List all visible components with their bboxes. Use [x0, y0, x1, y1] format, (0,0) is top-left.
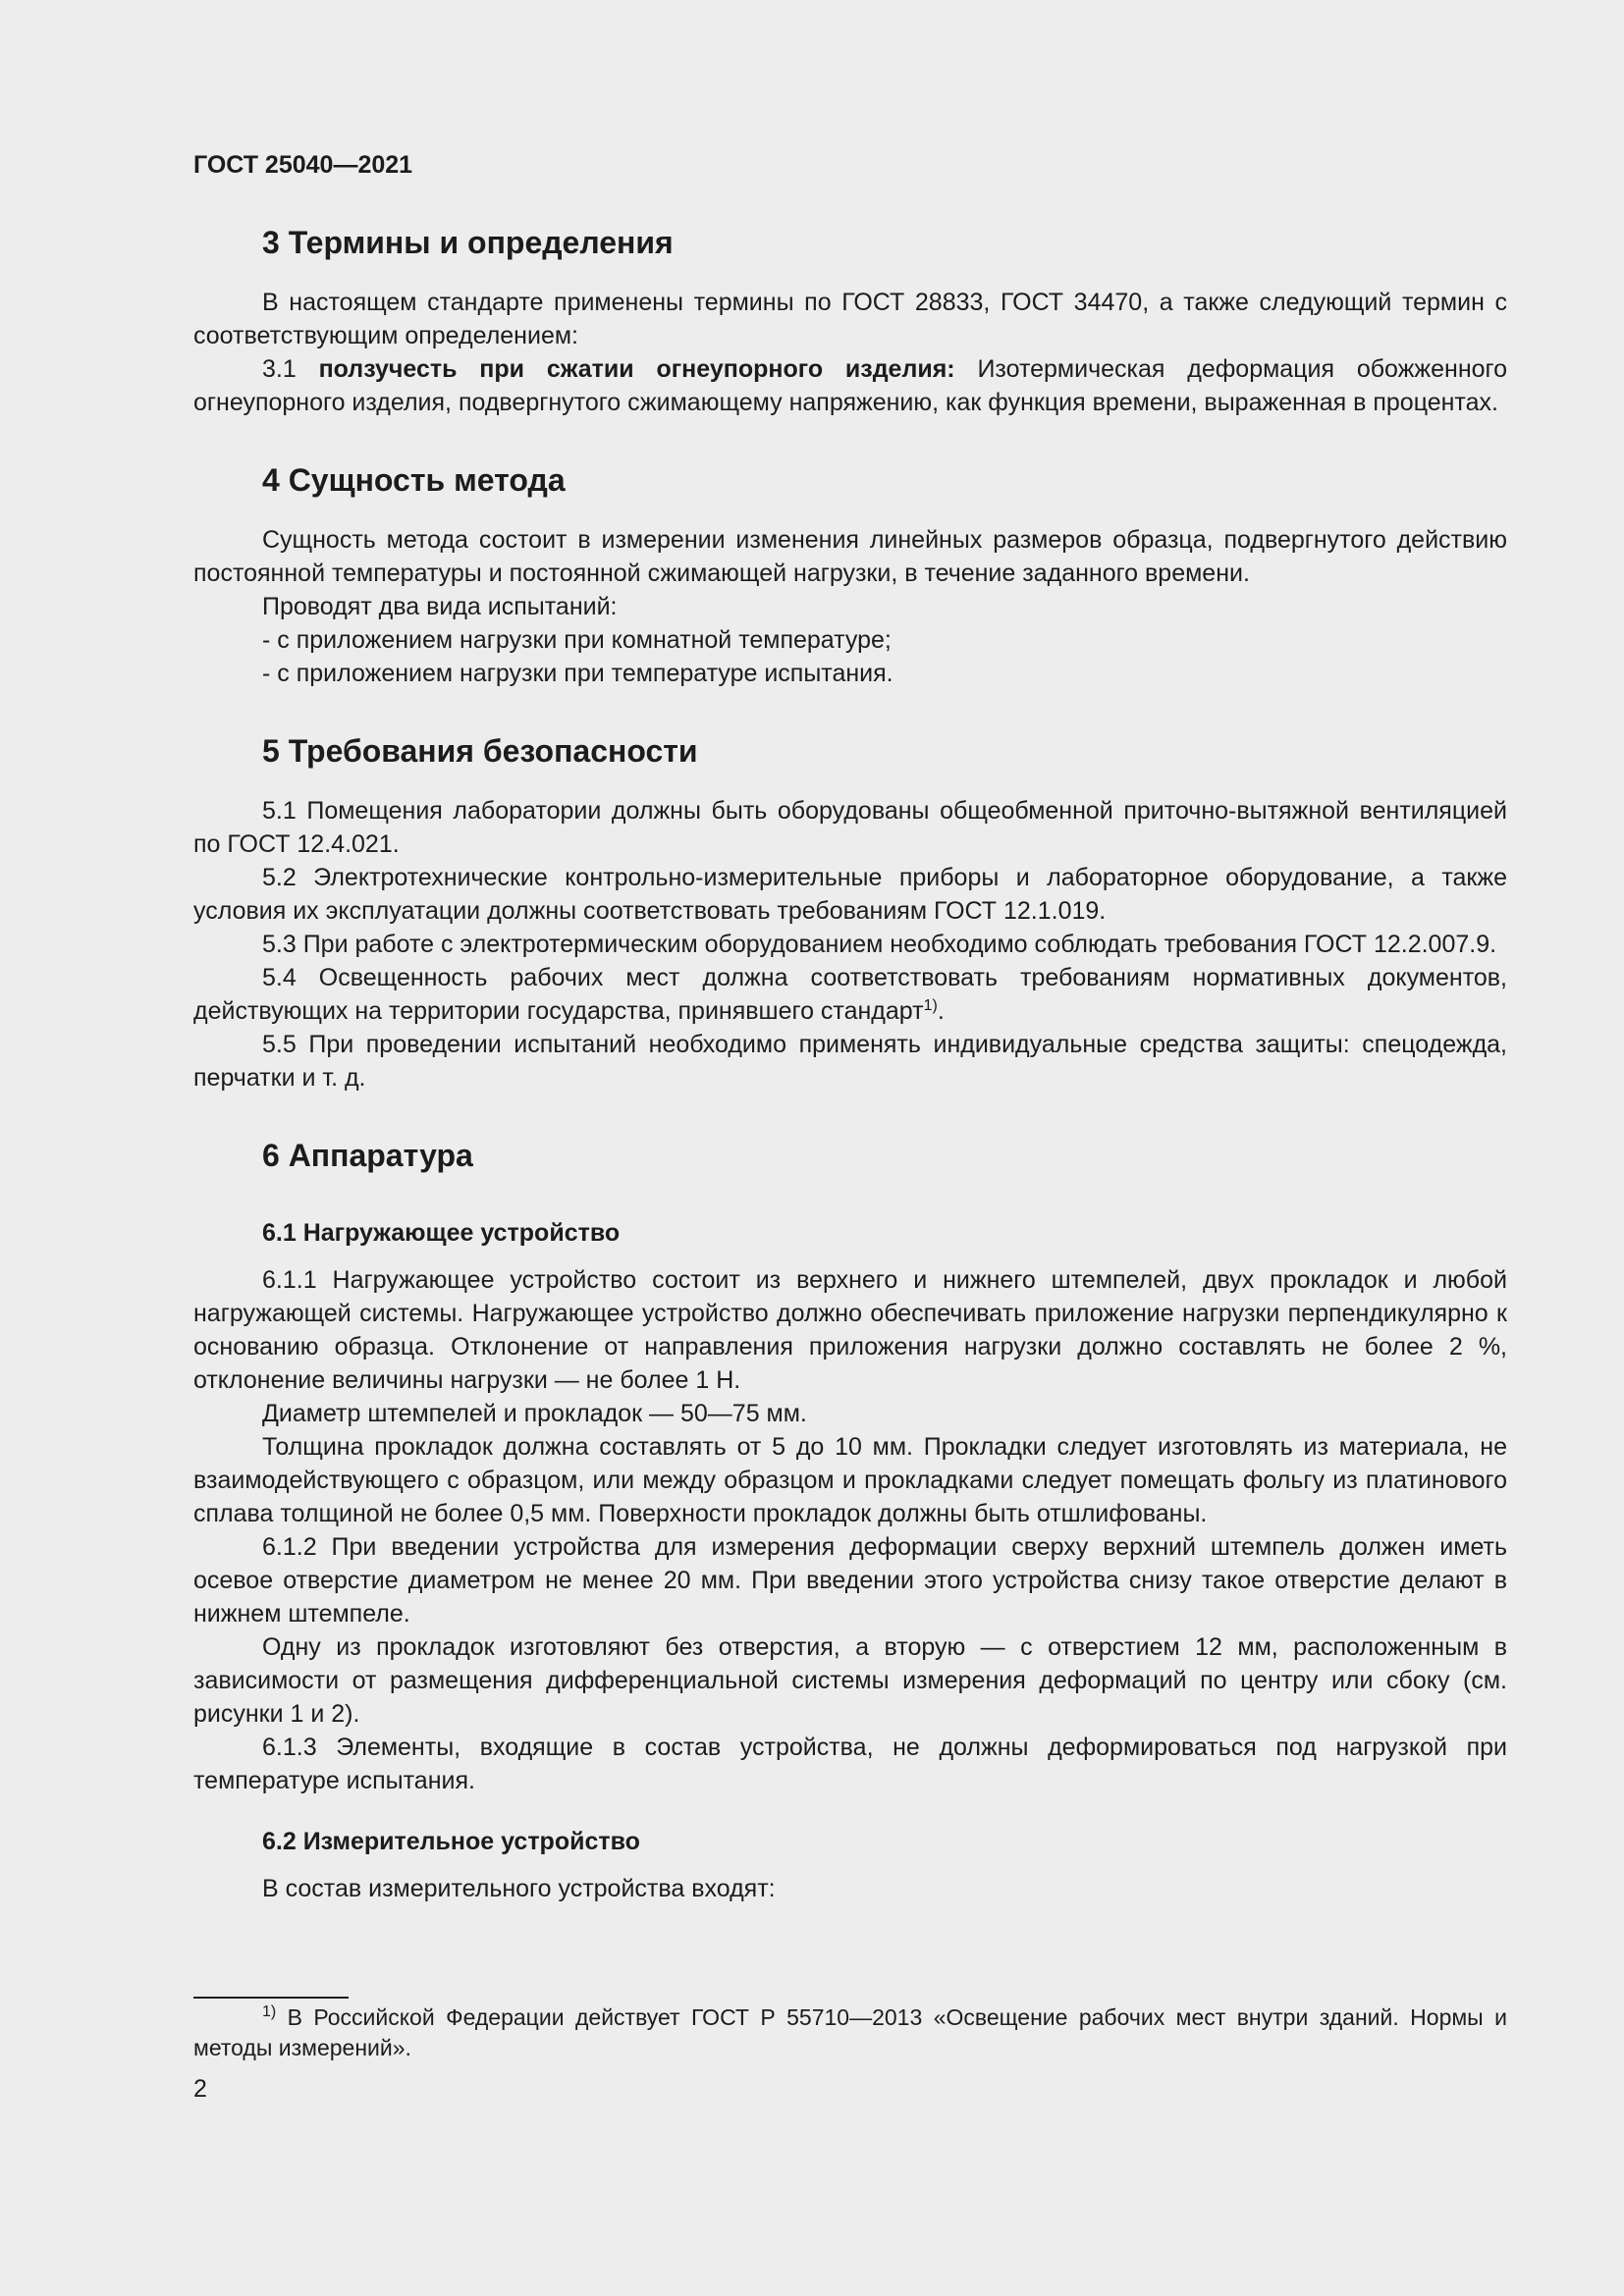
section-3-title: 3 Термины и определения: [262, 225, 674, 260]
section-6-title: 6 Аппаратура: [262, 1138, 473, 1173]
section-4-title: 4 Сущность метода: [262, 462, 566, 498]
list-item: - с приложением нагрузки при температуре испытания.: [262, 660, 893, 687]
subsection-6-2-title: 6.2 Измерительное устройство: [262, 1828, 640, 1855]
page-number: 2: [193, 2075, 207, 2103]
term-definition: Изотермическая деформация обожженного огнеупорного изделия, подвергнутого сжимающему напряжению, как функция времени, выраженная в процентах.: [193, 355, 1508, 416]
section-4-paragraph-2: Проводят два вида испытаний:: [262, 593, 618, 620]
term-name: ползучесть при сжатии огнеупорного изделия:: [318, 355, 955, 383]
page-content: [193, 223, 1507, 1905]
term-number: 3.1: [262, 355, 319, 383]
clause-5-5: 5.5 При проведении испытаний необходимо применять индивидуальные средства защиты: спецодежда, перчатки и т. д.: [193, 1031, 1507, 1092]
document-code-header: ГОСТ 25040—2021: [193, 151, 413, 179]
clause-5-1: 5.1 Помещения лаборатории должны быть оборудованы общеобменной приточно-вытяжной вентиляцией по ГОСТ 12.4.021.: [193, 797, 1507, 858]
clause-6-2-intro: В состав измерительного устройства входят:: [262, 1875, 776, 1902]
list-item: - с приложением нагрузки при комнатной температуре;: [262, 626, 892, 654]
section-4-paragraph-1: Сущность метода состоит в измерении изменения линейных размеров образца, подвергнутого действию постоянной температуры и постоянной сжимающей нагрузки, в течение заданного времени.: [193, 526, 1507, 587]
clause-5-4: [193, 961, 1507, 1028]
footnote-body: В Российской Федерации действует ГОСТ Р 55710—2013 «Освещение рабочих мест внутри зданий. Нормы и методы измерений».: [193, 2004, 1507, 2060]
clause-5-4-text: 5.4 Освещенность рабочих мест должна соответствовать требованиям нормативных документов, действующих на территории государства, принявшего стандарт: [193, 964, 1507, 1025]
clause-5-4-end: .: [937, 997, 945, 1025]
subsection-6-1-title: 6.1 Нагружающее устройство: [262, 1219, 621, 1247]
footnote-reference: 1): [923, 997, 938, 1014]
clause-5-2: 5.2 Электротехнические контрольно-измерительные приборы и лабораторное оборудование, а также условия их эксплуатации должны соответствовать требованиям ГОСТ 12.1.019.: [193, 864, 1507, 925]
clause-6-1-3: 6.1.3 Элементы, входящие в состав устройства, не должны деформироваться под нагрузкой при температуре испытания.: [193, 1734, 1507, 1794]
clause-6-1-2: 6.1.2 При введении устройства для измерения деформации сверху верхний штемпель должен иметь осевое отверстие диаметром не менее 20 мм. При введении этого устройства снизу такое отверстие делают в нижнем штемпеле.: [193, 1533, 1507, 1628]
footnote-text: [193, 2002, 1507, 2063]
clause-6-1-1-thickness: Толщина прокладок должна составлять от 5 до 10 мм. Прокладки следует изготовлять из материала, не взаимодействующего с образцом, или между образцом и прокладками следует помещать фольгу из платинового сплава толщиной не более 0,5 мм. Поверхности прокладок должны быть отшлифованы.: [193, 1433, 1507, 1527]
footnote-mark: 1): [262, 2003, 277, 2020]
section-3-intro: В настоящем стандарте применены термины по ГОСТ 28833, ГОСТ 34470, а также следующий термин с соответствующим определением:: [193, 289, 1507, 349]
footnote-separator: [193, 1997, 349, 1999]
clause-5-3: 5.3 При работе с электротермическим оборудованием необходимо соблюдать требования ГОСТ 12.2.007.9.: [262, 931, 1497, 958]
footnote: [193, 2002, 1507, 2063]
clause-6-1-1-diameter: Диаметр штемпелей и прокладок — 50—75 мм.: [262, 1400, 807, 1427]
section-5-title: 5 Требования безопасности: [262, 733, 698, 769]
clause-6-1-2-pads: Одну из прокладок изготовляют без отверстия, а вторую — с отверстием 12 мм, расположенным в зависимости от размещения дифференциальной системы измерения деформаций по центру или сбоку (см. рисунки 1 и 2).: [193, 1633, 1507, 1728]
term-3-1: [193, 352, 1507, 419]
clause-6-1-1: 6.1.1 Нагружающее устройство состоит из верхнего и нижнего штемпелей, двух прокладок и любой нагружающей системы. Нагружающее устройство должно обеспечивать приложение нагрузки перпендикулярно к основанию образца. Отклонение от направления приложения нагрузки должно составлять не более 2 %, отклонение величины нагрузки — не более 1 Н.: [193, 1266, 1507, 1394]
